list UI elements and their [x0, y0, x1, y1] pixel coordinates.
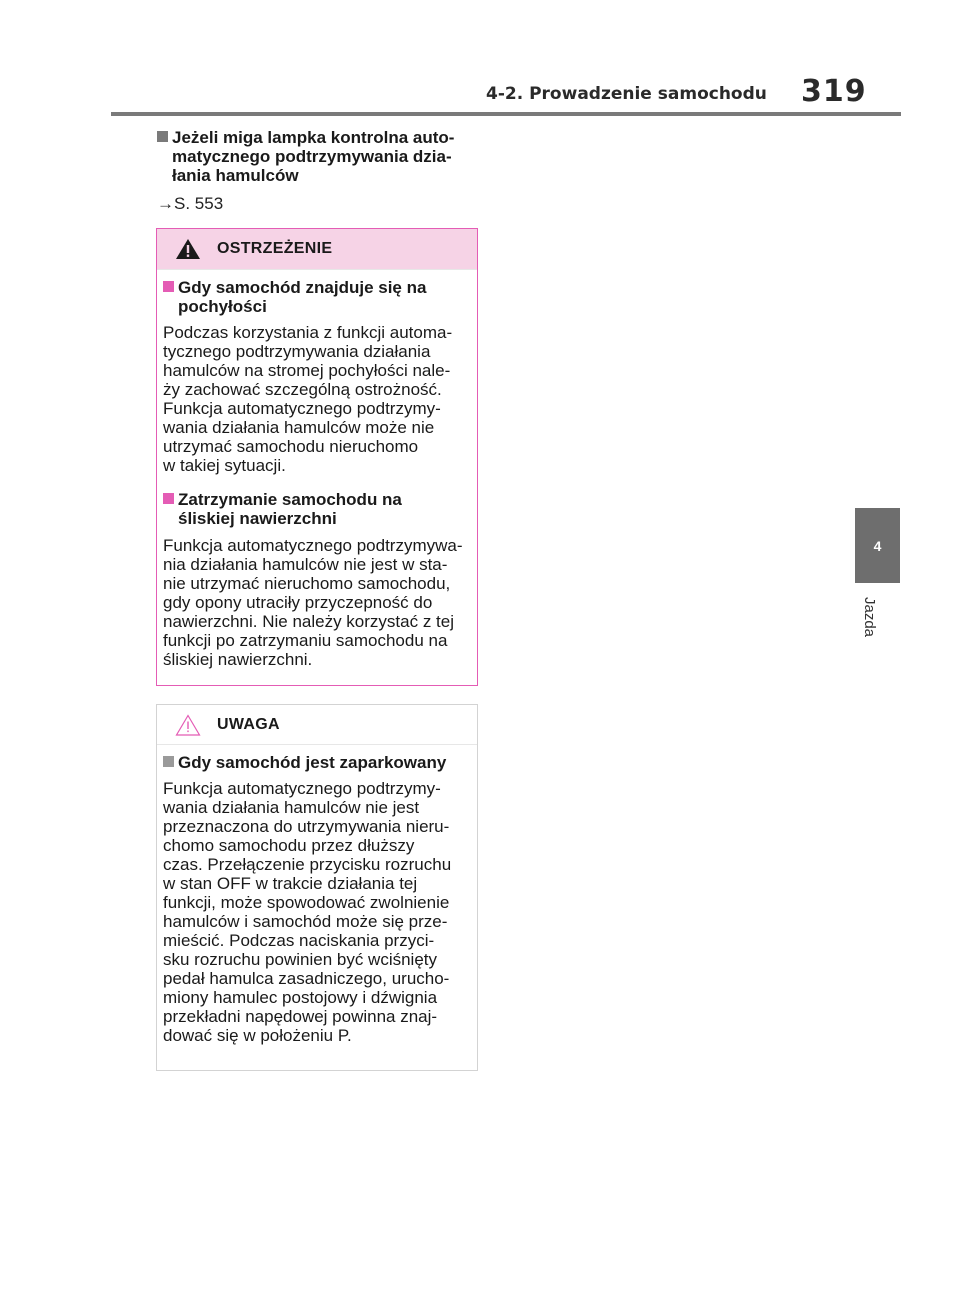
warning-section-heading — [163, 278, 463, 316]
chapter-number: 4 — [873, 537, 882, 554]
warning-header — [157, 229, 477, 270]
bullet-square-icon — [163, 493, 174, 504]
chapter-tab — [855, 508, 900, 583]
main-heading-text: Jeżeli miga lampka kontrolna auto- matycznego podtrzymywania dzia- łania hamulców — [172, 128, 455, 185]
page-reference: →S. 553 — [157, 194, 224, 213]
header-divider — [111, 112, 901, 116]
caution-triangle-icon — [175, 714, 201, 736]
bullet-square-icon — [157, 131, 168, 142]
chapter-label: Jazda — [861, 596, 878, 638]
notice-section-heading — [163, 753, 463, 772]
notice-title: UWAGA — [217, 716, 280, 733]
page-number: 319 — [801, 74, 867, 109]
notice-header — [157, 705, 477, 745]
notice-box — [156, 704, 478, 1071]
warning-section-heading — [163, 490, 463, 528]
section-title: 4-2. Prowadzenie samochodu — [486, 84, 767, 104]
bullet-square-icon — [163, 281, 174, 292]
warning-title: OSTRZEŻENIE — [217, 240, 333, 257]
main-heading — [157, 128, 487, 185]
warning-section-text: Podczas korzystania z funkcji automa- tycznego podtrzymywania działania hamulców na stromej pochyłości nale- ży zachować szczególną ostrożność. Funkcja automatycznego podtrzymy- wania działania hamulców może nie utrzymać samochodu nieruchomo w takiej sytuacji. — [163, 323, 453, 475]
warning-section-heading-text: Zatrzymanie samochodu na śliskiej nawierzchni — [178, 490, 402, 528]
bullet-square-icon — [163, 756, 174, 767]
notice-section-heading-text: Gdy samochód jest zaparkowany — [178, 753, 447, 772]
warning-box — [156, 228, 478, 686]
warning-section-text: Funkcja automatycznego podtrzymywa- nia działania hamulców nie jest w sta- nie utrzymać nieruchomo samochodu, gdy opony utraciły przyczepność do nawierzchni. Nie należy korzystać z tej funkcji po zatrzymaniu samochodu na śliskiej nawierzchni. — [163, 536, 463, 669]
warning-section-heading-text: Gdy samochód znajduje się na pochyłości — [178, 278, 427, 316]
notice-section-text: Funkcja automatycznego podtrzymy- wania działania hamulców nie jest przeznaczona do utrzymywania nieru- chomo samochodu przez dłuższy czas. Przełączenie przycisku rozruchu w stan OFF w trakcie działania tej funkcji, może spowodować zwolnienie hamulców i samochód może się prze- mieścić. Podczas naciskania przyci- sku rozruchu powinien być wciśnięty pedał hamulca zasadniczego, urucho- miony hamulec postojowy i dźwignia przekładni napędowej powinna znaj- dować się w położeniu P. — [163, 779, 452, 1045]
warning-triangle-icon — [175, 238, 201, 260]
